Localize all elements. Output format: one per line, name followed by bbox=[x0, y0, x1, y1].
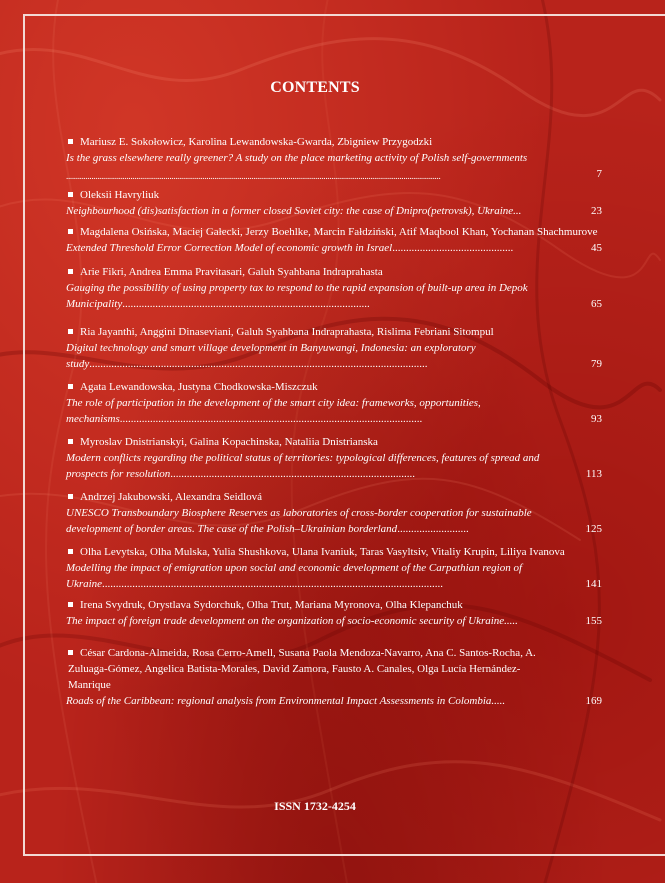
toc-entry[interactable] bbox=[66, 379, 602, 427]
page-number: 93 bbox=[591, 413, 602, 425]
leader-dots: ......................................................................................... bbox=[170, 468, 416, 480]
bullet-icon bbox=[68, 439, 73, 444]
toc-entry[interactable] bbox=[66, 264, 602, 312]
page-number: 125 bbox=[585, 523, 602, 535]
issn: ISSN 1732-4254 bbox=[274, 799, 356, 813]
page-number: 141 bbox=[585, 578, 602, 590]
bullet-icon bbox=[68, 329, 73, 334]
entry-title: The impact of foreign trade development on the organization of socio-economic security of Ukraine..... bbox=[66, 615, 518, 627]
leader-dots: ........................................................................................................................... bbox=[89, 358, 428, 370]
page-title: CONTENTS bbox=[270, 79, 360, 96]
entry-authors: Myroslav Dnistrianskyi, Galina Kopachinska, Nataliia Dnistrianska bbox=[66, 434, 602, 450]
bullet-icon bbox=[68, 602, 73, 607]
entry-title: Roads of the Caribbean: regional analysis from Environmental Impact Assessments in Colombia..... bbox=[66, 695, 506, 707]
toc-entry[interactable] bbox=[66, 645, 602, 709]
entry-authors: César Cardona-Almeida, Rosa Cerro-Amell, Susana Paola Mendoza-Navarro, Ana C. Santos-Rocha, A. Zuluaga-Gómez, Angelica Batista-Morales, David Zamora, Fausto A. Canales, Olga Lucía Hernández-Manrique bbox=[68, 647, 536, 691]
entry-title: Modelling the impact of emigration upon social and economic development of the Carpathian region of Ukraine bbox=[66, 562, 523, 590]
leader-dots: ............................................................................................................................ bbox=[102, 578, 444, 590]
entry-title: Is the grass elsewhere really greener? A study on the place marketing activity of Polish self-governments bbox=[66, 152, 528, 164]
bullet-icon bbox=[68, 549, 73, 554]
table-of-contents bbox=[66, 134, 602, 709]
leader-dots: ................................................................................................................................................................................................ bbox=[66, 171, 441, 181]
entry-title: Modern conflicts regarding the political status of territories: typological differences, features of spread and prospects for resolution bbox=[66, 452, 540, 480]
leader-dots: ............................................ bbox=[392, 242, 514, 254]
page-number: 65 bbox=[591, 298, 602, 310]
toc-entry[interactable] bbox=[66, 434, 602, 482]
bullet-icon bbox=[68, 494, 73, 499]
bullet-icon bbox=[68, 650, 73, 655]
entry-title: UNESCO Transboundary Biosphere Reserves as laboratories of cross-border cooperation for sustainable development of border areas. The case of the Polish–Ukrainian borderland bbox=[66, 507, 532, 535]
entry-authors: Ria Jayanthi, Anggini Dinaseviani, Galuh Syahbana Indraprahasta, Rislima Febriani Sitompul bbox=[66, 324, 602, 340]
entry-title: Gauging the possibility of using property tax to respond to the rapid expansion of built-up area in Depok Municipality bbox=[66, 282, 528, 310]
page-number: 113 bbox=[585, 468, 602, 480]
page-number: 7 bbox=[596, 168, 602, 180]
toc-entry[interactable] bbox=[66, 187, 602, 219]
entry-title: The role of participation in the development of the smart city idea: frameworks, opportunities, mechanisms bbox=[66, 397, 481, 425]
toc-entry[interactable] bbox=[66, 224, 602, 256]
page-number: 45 bbox=[591, 242, 602, 254]
entry-authors: Mariusz E. Sokołowicz, Karolina Lewandowska-Gwarda, Zbigniew Przygodzki bbox=[66, 134, 602, 150]
page-number: 155 bbox=[585, 615, 602, 627]
bullet-icon bbox=[68, 229, 73, 234]
toc-entry[interactable] bbox=[66, 597, 602, 629]
toc-entry[interactable] bbox=[66, 324, 602, 372]
toc-entry[interactable] bbox=[66, 544, 602, 592]
bullet-icon bbox=[68, 139, 73, 144]
entry-title: Extended Threshold Error Correction Model of economic growth in Israel bbox=[66, 242, 393, 254]
entry-authors: Arie Fikri, Andrea Emma Pravitasari, Galuh Syahbana Indraprahasta bbox=[66, 264, 602, 280]
entry-authors: Andrzej Jakubowski, Alexandra Seidlová bbox=[66, 489, 602, 505]
entry-authors: Oleksii Havryliuk bbox=[66, 187, 602, 203]
toc-entry[interactable] bbox=[66, 489, 602, 537]
bullet-icon bbox=[68, 192, 73, 197]
leader-dots: .............................................................................................................. bbox=[119, 413, 423, 425]
entry-authors: Olha Levytska, Olha Mulska, Yulia Shushkova, Ulana Ivaniuk, Taras Vasyltsiv, Vitaliy Krupin, Liliya Ivanova bbox=[66, 544, 602, 560]
page-number: 23 bbox=[591, 205, 602, 217]
entry-authors: Irena Svydruk, Orystlava Sydorchuk, Olha Trut, Mariana Myronova, Olha Klepanchuk bbox=[66, 597, 602, 613]
entry-title: Neighbourhood (dis)satisfaction in a former closed Soviet city: the case of Dnipro(petrovsk), Ukraine... bbox=[66, 205, 522, 217]
entry-authors: Magdalena Osińska, Maciej Gałecki, Jerzy Boehlke, Marcin Fałdziński, Atif Maqbool Khan, Yochanan Shachmurove bbox=[66, 224, 602, 240]
bullet-icon bbox=[68, 384, 73, 389]
bullet-icon bbox=[68, 269, 73, 274]
leader-dots: .......................... bbox=[397, 523, 469, 535]
page-number: 169 bbox=[585, 695, 602, 707]
leader-dots: .......................................................................................... bbox=[122, 298, 370, 310]
toc-entry[interactable] bbox=[66, 134, 602, 182]
entry-title: Digital technology and smart village development in Banyuwangi, Indonesia: an exploratory study bbox=[66, 342, 476, 370]
page-number: 79 bbox=[591, 358, 602, 370]
entry-authors: Agata Lewandowska, Justyna Chodkowska-Miszczuk bbox=[66, 379, 602, 395]
